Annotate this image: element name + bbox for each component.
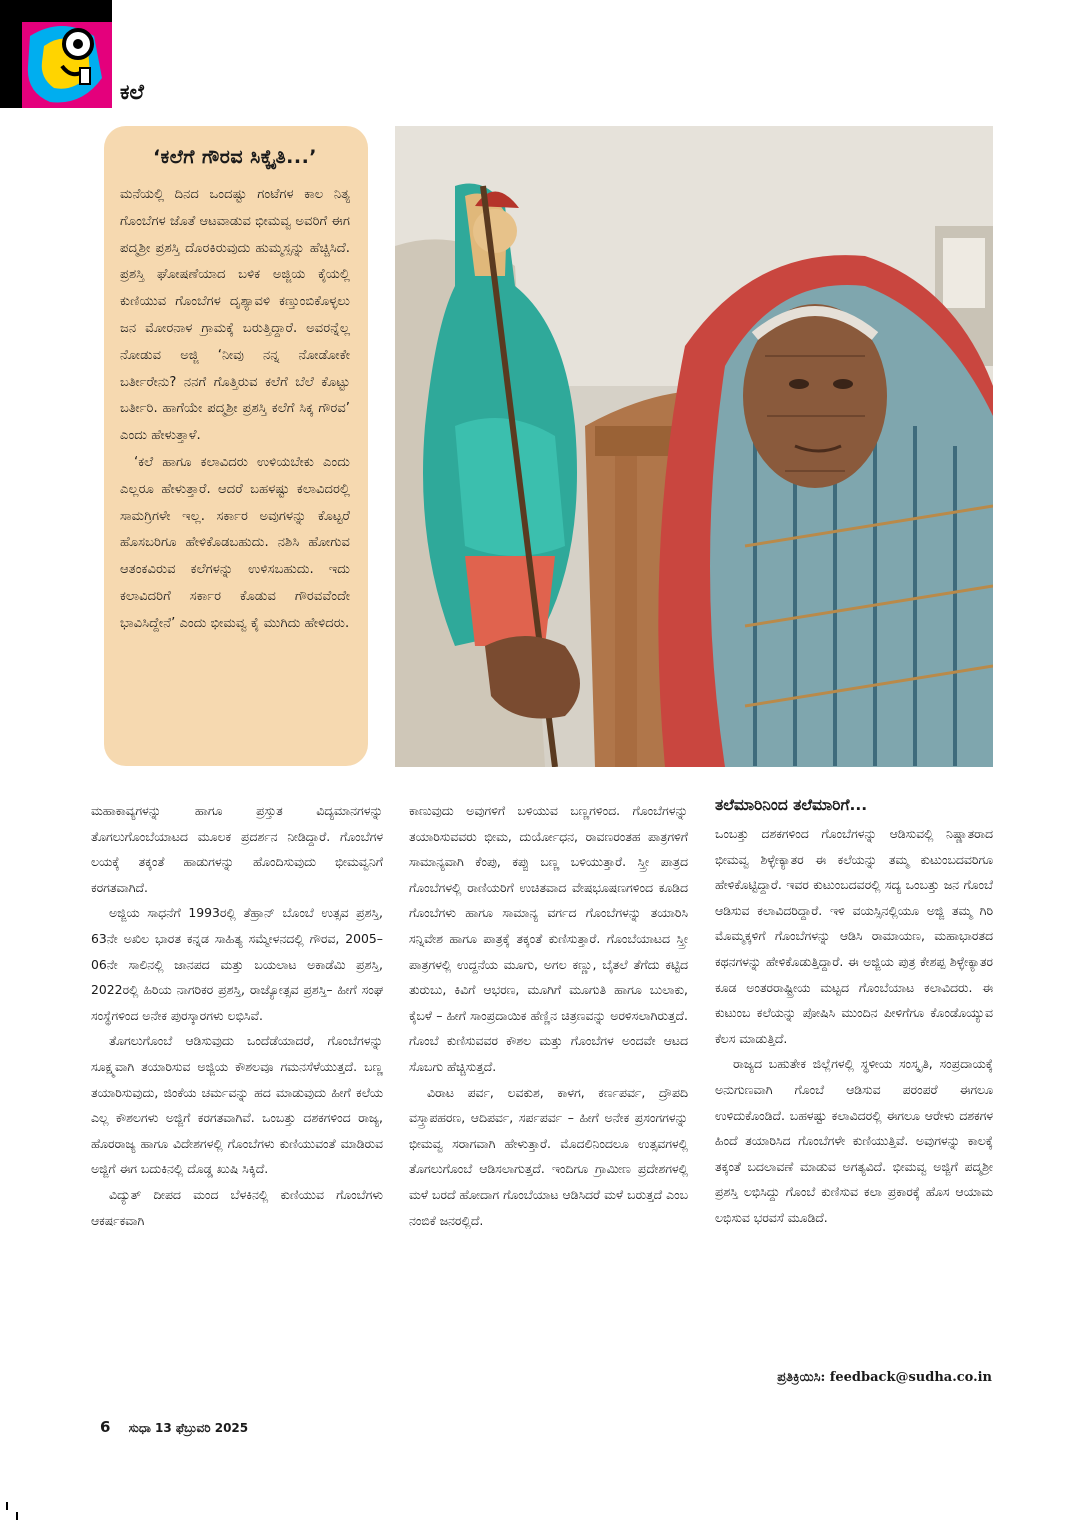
article-paragraph: ಅಜ್ಜಿಯ ಸಾಧನೆಗೆ 1993ರಲ್ಲಿ ತೆಹ್ರಾನ್ ಬೊಂಬೆ ಉತ್ಸವ ಪ್ರಶಸ್ತಿ, 63ನೇ ಅಖಿಲ ಭಾರತ ಕನ್ನಡ ಸಾಹಿತ್ಯ ಸಮ್ಮೇಳನದಲ್ಲಿ ಗೌರವ, 2005–06ನೇ ಸಾಲಿನಲ್ಲಿ ಜಾನಪದ ಮತ್ತು ಬಯಲಾಟ ಅಕಾಡೆಮಿ ಪ್ರಶಸ್ತಿ, 2022ರಲ್ಲಿ ಹಿರಿಯ ನಾಗರಿಕರ ಪ್ರಶಸ್ತಿ, ರಾಜ್ಯೋತ್ಸವ ಪ್ರಶಸ್ತಿ– ಹೀಗೆ ಸಂಘ ಸಂಸ್ಥೆಗಳಿಂದ ಅನೇಕ ಪುರಸ್ಕಾರಗಳು ಲಭಿಸಿವೆ. bbox=[91, 905, 383, 1023]
crop-mark bbox=[6, 1502, 8, 1510]
article-paragraph: ವಿದ್ಯುತ್ ದೀಪದ ಮಂದ ಬೆಳಕಿನಲ್ಲಿ ಕುಣಿಯುವ ಗೊಂಬೆಗಳು ಆಕರ್ಷಕವಾಗಿ bbox=[91, 1186, 383, 1228]
section-subheading: ತಲೆಮಾರಿನಿಂದ ತಲೆಮಾರಿಗೆ... bbox=[715, 796, 868, 814]
article-column-2 bbox=[409, 798, 688, 1233]
article-paragraph: ಮಹಾಕಾವ್ಯಗಳನ್ನು ಹಾಗೂ ಪ್ರಸ್ತುತ ವಿದ್ಯಮಾನಗಳನ್ನು ತೊಗಲುಗೊಂಬೆಯಾಟದ ಮೂಲಕ ಪ್ರದರ್ಶನ ನೀಡಿದ್ದಾರೆ. ಗೊಂಬೆಗಳ ಲಯಕ್ಕೆ ತಕ್ಕಂತೆ ಹಾಡುಗಳನ್ನು ಹೊಂದಿಸುವುದು ಭೀಮವ್ವನಿಗೆ ಕರಗತವಾಗಿದೆ. bbox=[91, 803, 383, 895]
article-column-1 bbox=[91, 798, 383, 1233]
page-footer bbox=[100, 1418, 248, 1436]
article-column-3 bbox=[715, 792, 993, 1231]
sidebar-paragraph: ‘ಕಲೆ ಹಾಗೂ ಕಲಾವಿದರು ಉಳಿಯಬೇಕು ಎಂದು ಎಲ್ಲರೂ ಹೇಳುತ್ತಾರೆ. ಆದರೆ ಬಹಳಷ್ಟು ಕಲಾವಿದರಲ್ಲಿ ಸಾಮಗ್ರಿಗಳೇ ಇಲ್ಲ. ಸರ್ಕಾರ ಅವುಗಳನ್ನು ಕೊಟ್ಟರೆ ಹೊಸಬರಿಗೂ ಹೇಳಿಕೊಡಬಹುದು. ನಶಿಸಿ ಹೋಗುವ ಆತಂಕವಿರುವ ಕಲೆಗಳನ್ನು ಉಳಿಸಬಹುದು. ಇದು ಕಲಾವಿದರಿಗೆ ಸರ್ಕಾರ ಕೊಡುವ ಗೌರವವೆಂದೇ ಭಾವಿಸಿದ್ದೇನೆ’ ಎಂದು ಭೀಮವ್ವ ಕೈ ಮುಗಿದು ಹೇಳಿದರು. bbox=[120, 454, 350, 631]
sidebar-box bbox=[104, 126, 368, 766]
crop-mark bbox=[16, 1512, 18, 1520]
face-logo-icon bbox=[22, 22, 112, 108]
sidebar-title: ‘ಕಲೆಗೆ ಗೌರವ ಸಿಕ್ಕೈತಿ...’ bbox=[152, 146, 318, 168]
article-paragraph: ಒಂಬತ್ತು ದಶಕಗಳಿಂದ ಗೊಂಬೆಗಳನ್ನು ಆಡಿಸುವಲ್ಲಿ ನಿಷ್ಣಾತರಾದ ಭೀಮವ್ವ ಶಿಳ್ಳೇಕ್ಯಾತರ ಈ ಕಲೆಯನ್ನು ತಮ್ಮ ಕುಟುಂಬದವರಿಗೂ ಹೇಳಿಕೊಟ್ಟಿದ್ದಾರೆ. ಇವರ ಕುಟುಂಬದವರಲ್ಲಿ ಸದ್ಯ ಒಂಬತ್ತು ಜನ ಗೊಂಬೆ ಆಡಿಸುವ ಕಲಾವಿದರಿದ್ದಾರೆ. ಇಳಿ ವಯಸ್ಸಿನಲ್ಲಿಯೂ ಅಜ್ಜಿ ತಮ್ಮ ಗಿರಿ ಮೊಮ್ಮಕ್ಕಳಿಗೆ ಗೊಂಬೆಗಳನ್ನು ಆಡಿಸಿ ರಾಮಾಯಣ, ಮಹಾಭಾರತದ ಕಥನಗಳನ್ನು ಹೇಳಿಕೊಡುತ್ತಿದ್ದಾರೆ. ಈ ಅಜ್ಜಿಯ ಪುತ್ರ ಕೇಶಪ್ಪ ಶಿಳ್ಳೇಕ್ಯಾತರ ಕೂಡ ಅಂತರರಾಷ್ಟ್ರೀಯ ಮಟ್ಟದ ಗೊಂಬೆಯಾಟ ಕಲಾವಿದರು. ಈ ಕುಟುಂಬ ಕಲೆಯನ್ನು ಪೋಷಿಸಿ ಮುಂದಿನ ಪೀಳಿಗೆಗೂ ಕೊಂಡೊಯ್ಯುವ ಕೆಲಸ ಮಾಡುತ್ತಿದೆ. bbox=[715, 826, 993, 1046]
issue-info: ಸುಧಾ 13 ಫೆಬ್ರುವರಿ 2025 bbox=[128, 1421, 249, 1435]
article-paragraph: ಕಾಣುವುದು ಅವುಗಳಿಗೆ ಬಳಿಯುವ ಬಣ್ಣಗಳಿಂದ. ಗೊಂಬೆಗಳನ್ನು ತಯಾರಿಸುವವರು ಭೀಮ, ದುರ್ಯೋಧನ, ರಾವಣರಂತಹ ಪಾತ್ರಗಳಿಗೆ ಸಾಮಾನ್ಯವಾಗಿ ಕೆಂಪು, ಕಪ್ಪು ಬಣ್ಣ ಬಳಿಯುತ್ತಾರೆ. ಸ್ತ್ರೀ ಪಾತ್ರದ ಗೊಂಬೆಗಳಲ್ಲಿ ರಾಣಿಯರಿಗೆ ಉಚಿತವಾದ ವೇಷಭೂಷಣಗಳಿಂದ ಕೂಡಿದ ಗೊಂಬೆಗಳು ಹಾಗೂ ಸಾಮಾನ್ಯ ವರ್ಗದ ಗೊಂಬೆಗಳನ್ನು ತಯಾರಿಸಿ ಸನ್ನಿವೇಶ ಹಾಗೂ ಪಾತ್ರಕ್ಕೆ ತಕ್ಕಂತೆ ಕುಣಿಸುತ್ತಾರೆ. ಗೊಂಬೆಯಾಟದ ಸ್ತ್ರೀ ಪಾತ್ರಗಳಲ್ಲಿ ಉದ್ದನೆಯ ಮೂಗು, ಅಗಲ ಕಣ್ಣು, ಬೈತಲೆ ತೆಗೆದು ಕಟ್ಟಿದ ತುರುಬು, ಕಿವಿಗೆ ಆಭರಣ, ಮೂಗಿಗೆ ಮೂಗುತಿ ಹಾಗೂ ಬುಲಾಕು, ಕೈಬಳೆ – ಹೀಗೆ ಸಾಂಪ್ರದಾಯಿಕ ಹೆಣ್ಣಿನ ಚಿತ್ರಣವನ್ನು ಅರಳಿಸಲಾಗಿರುತ್ತದೆ. ಗೊಂಬೆ ಕುಣಿಸುವವರ ಕೌಶಲ ಮತ್ತು ಗೊಂಬೆಗಳ ಅಂದವೇ ಆಟದ ಸೊಬಗು ಹೆಚ್ಚಿಸುತ್ತದೆ. bbox=[409, 803, 688, 1074]
page-number: 6 bbox=[100, 1418, 111, 1436]
sidebar-paragraph: ಮನೆಯಲ್ಲಿ ದಿನದ ಒಂದಷ್ಟು ಗಂಟೆಗಳ ಕಾಲ ನಿತ್ಯ ಗೊಂಬೆಗಳ ಜೊತೆ ಆಟವಾಡುವ ಭೀಮವ್ವ ಅವರಿಗೆ ಈಗ ಪದ್ಮಶ್ರೀ ಪ್ರಶಸ್ತಿ ದೊರಕಿರುವುದು ಹುಮ್ಮಸ್ಸನ್ನು ಹೆಚ್ಚಿಸಿದೆ. ಪ್ರಶಸ್ತಿ ಘೋಷಣೆಯಾದ ಬಳಿಕ ಅಜ್ಜಿಯ ಕೈಯಲ್ಲಿ ಕುಣಿಯುವ ಗೊಂಬೆಗಳ ದೃಶ್ಯಾವಳಿ ಕಣ್ತುಂಬಿಕೊಳ್ಳಲು ಜನ ಮೋರನಾಳ ಗ್ರಾಮಕ್ಕೆ ಬರುತ್ತಿದ್ದಾರೆ. ಅವರನ್ನೆಲ್ಲ ನೋಡುವ ಅಜ್ಜಿ ‘ನೀವು ನನ್ನ ನೋಡೋಕೇ ಬರ್ತೀರೇನು? ನನಗೆ ಗೊತ್ತಿರುವ ಕಲೆಗೆ ಬೆಲೆ ಕೊಟ್ಟು ಬರ್ತೀರಿ. ಹಾಗೆಯೇ ಪದ್ಮಶ್ರೀ ಪ್ರಶಸ್ತಿ ಕಲೆಗೆ ಸಿಕ್ಕ ಗೌರವ’ ಎಂದು ಹೇಳುತ್ತಾಳೆ. bbox=[120, 187, 350, 444]
article-paragraph: ತೊಗಲುಗೊಂಬೆ ಆಡಿಸುವುದು ಒಂದೆಡೆಯಾದರೆ, ಗೊಂಬೆಗಳನ್ನು ಸೂಕ್ಷ್ಮವಾಗಿ ತಯಾರಿಸುವ ಅಜ್ಜಿಯ ಕೌಶಲವೂ ಗಮನಸೆಳೆಯುತ್ತದೆ. ಬಣ್ಣ ತಯಾರಿಸುವುದು, ಜಿಂಕೆಯ ಚರ್ಮವನ್ನು ಹದ ಮಾಡುವುದು ಹೀಗೆ ಕಲೆಯ ಎಲ್ಲ ಕೌಶಲಗಳು ಅಜ್ಜಿಗೆ ಕರಗತವಾಗಿವೆ. ಒಂಬತ್ತು ದಶಕಗಳಿಂದ ರಾಜ್ಯ, ಹೊರರಾಜ್ಯ ಹಾಗೂ ವಿದೇಶಗಳಲ್ಲಿ ಗೊಂಬೆಗಳು ಕುಣಿಯುವಂತೆ ಮಾಡಿರುವ ಅಜ್ಜಿಗೆ ಈಗ ಬದುಕಿನಲ್ಲಿ ದೊಡ್ಡ ಖುಷಿ ಸಿಕ್ಕಿದೆ. bbox=[91, 1033, 383, 1177]
article-paragraph: ವಿರಾಟ ಪರ್ವ, ಲವಕುಶ, ಕಾಳಗ, ಕರ್ಣಪರ್ವ, ದ್ರೌಪದಿ ವಸ್ತ್ರಾಪಹರಣ, ಆದಿಪರ್ವ, ಸರ್ಪಪರ್ವ – ಹೀಗೆ ಅನೇಕ ಪ್ರಸಂಗಗಳನ್ನು ಭೀಮವ್ವ ಸರಾಗವಾಗಿ ಹೇಳುತ್ತಾರೆ. ಮೊದಲಿನಿಂದಲೂ ಉತ್ಸವಗಳಲ್ಲಿ ತೊಗಲುಗೊಂಬೆ ಆಡಿಸಲಾಗುತ್ತದೆ. ಇಂದಿಗೂ ಗ್ರಾಮೀಣ ಪ್ರದೇಶಗಳಲ್ಲಿ ಮಳೆ ಬರದೆ ಹೋದಾಗ ಗೊಂಬೆಯಾಟ ಆಡಿಸಿದರೆ ಮಳೆ ಬರುತ್ತದೆ ಎಂಬ ನಂಬಿಕೆ ಜನರಲ್ಲಿದೆ. bbox=[409, 1084, 688, 1228]
article-paragraph: ರಾಜ್ಯದ ಬಹುತೇಕ ಜಿಲ್ಲೆಗಳಲ್ಲಿ ಸ್ಥಳೀಯ ಸಂಸ್ಕೃತಿ, ಸಂಪ್ರದಾಯಕ್ಕೆ ಅನುಗುಣವಾಗಿ ಗೊಂಬೆ ಆಡಿಸುವ ಪರಂಪರೆ ಈಗಲೂ ಉಳಿದುಕೊಂಡಿದೆ. ಬಹಳಷ್ಟು ಕಲಾವಿದರಲ್ಲಿ ಈಗಲೂ ಆರೇಳು ದಶಕಗಳ ಹಿಂದೆ ತಯಾರಿಸಿದ ಗೊಂಬೆಗಳೇ ಕುಣಿಯುತ್ತಿವೆ. ಅವುಗಳನ್ನು ಕಾಲಕ್ಕೆ ತಕ್ಕಂತೆ ಬದಲಾವಣೆ ಮಾಡುವ ಅಗತ್ಯವಿದೆ. ಭೀಮವ್ವ ಅಜ್ಜಿಗೆ ಪದ್ಮಶ್ರೀ ಪ್ರಶಸ್ತಿ ಲಭಿಸಿದ್ದು ಗೊಂಬೆ ಕುಣಿಸುವ ಕಲಾ ಪ್ರಕಾರಕ್ಕೆ ಹೊಸ ಆಯಾಮ ಲಭಿಸುವ ಭರವಸೆ ಮೂಡಿದೆ. bbox=[715, 1056, 993, 1225]
section-label: ಕಲೆ bbox=[120, 80, 144, 104]
feedback-line: ಪ್ರತಿಕ್ರಿಯಿಸಿ: feedback@sudha.co.in bbox=[777, 1370, 992, 1385]
section-logo bbox=[0, 0, 112, 108]
feature-photo bbox=[395, 126, 993, 767]
